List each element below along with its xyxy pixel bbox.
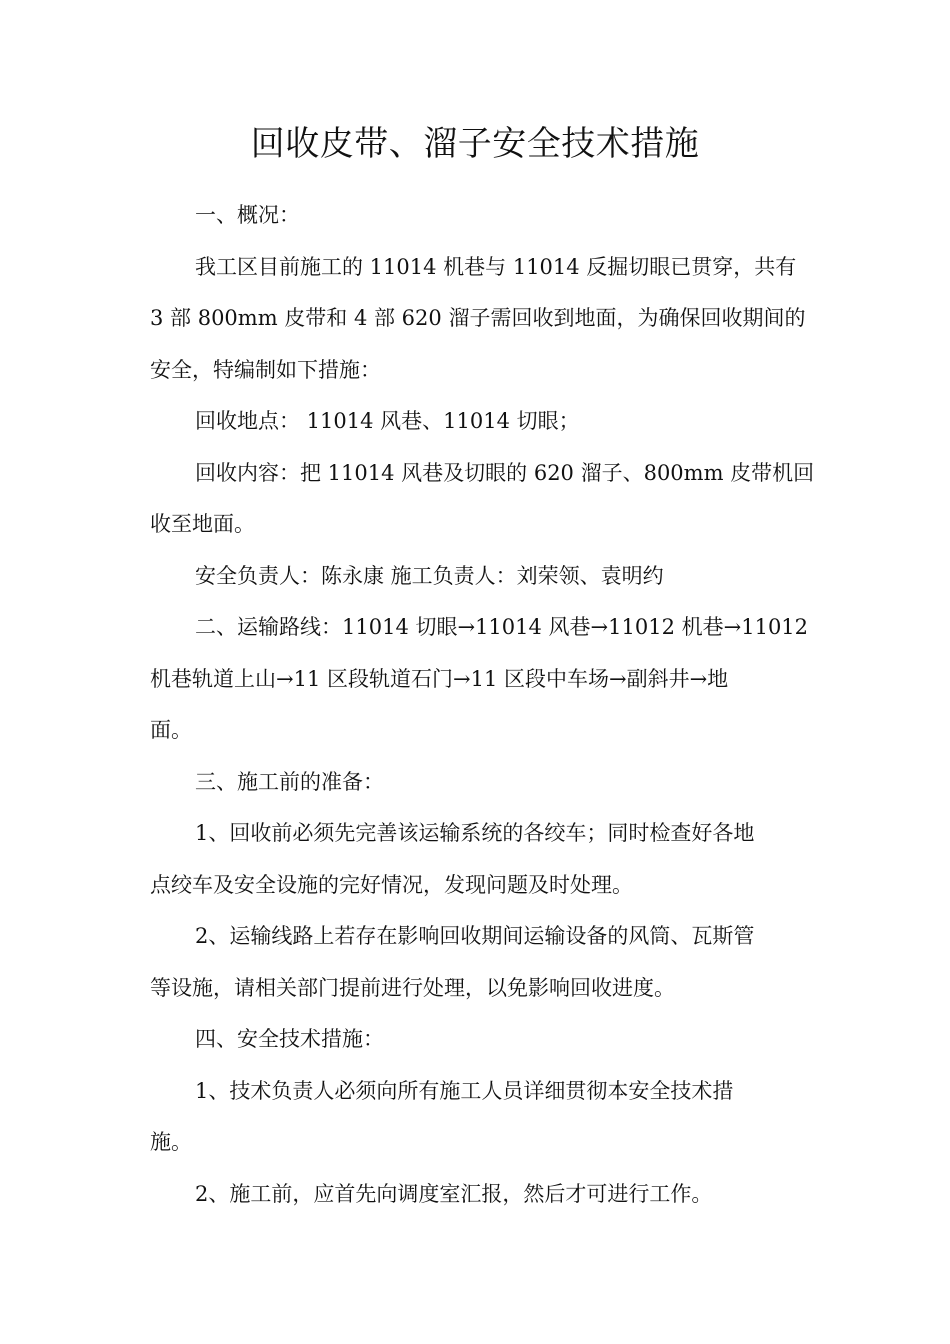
paragraph-line: 回收地点： 11014 风巷、11014 切眼； — [195, 409, 580, 433]
paragraph-line: 面。 — [150, 718, 192, 742]
section-heading-preparation: 三、施工前的准备： — [195, 770, 384, 794]
document-title: 回收皮带、溜子安全技术措施 — [250, 124, 700, 164]
paragraph-line: 收至地面。 — [150, 512, 255, 536]
paragraph-line: 安全，特编制如下措施： — [150, 358, 381, 382]
paragraph-line: 点绞车及安全设施的完好情况，发现问题及时处理。 — [150, 873, 633, 897]
paragraph-line: 3 部 800mm 皮带和 4 部 620 溜子需回收到地面，为确保回收期间的 — [150, 306, 806, 330]
paragraph-line: 施。 — [150, 1130, 192, 1154]
section-heading-overview: 一、概况： — [195, 203, 300, 227]
paragraph-line: 回收内容：把 11014 风巷及切眼的 620 溜子、800mm 皮带机回 — [195, 461, 815, 485]
paragraph-line: 1、技术负责人必须向所有施工人员详细贯彻本安全技术措 — [195, 1079, 734, 1103]
section-heading-route: 二、运输路线：11014 切眼→11014 风巷→11012 机巷→11012 — [195, 615, 809, 639]
paragraph-line: 2、运输线路上若存在影响回收期间运输设备的风筒、瓦斯管 — [195, 924, 755, 948]
paragraph-line: 等设施，请相关部门提前进行处理，以免影响回收进度。 — [150, 976, 675, 1000]
paragraph-line: 我工区目前施工的 11014 机巷与 11014 反掘切眼已贯穿，共有 — [195, 255, 797, 279]
paragraph-line: 机巷轨道上山→11 区段轨道石门→11 区段中车场→副斜井→地 — [150, 667, 729, 691]
paragraph-line: 安全负责人：陈永康 施工负责人：刘荣领、袁明约 — [195, 564, 664, 588]
paragraph-line: 2、施工前，应首先向调度室汇报，然后才可进行工作。 — [195, 1182, 713, 1206]
section-heading-safety-measures: 四、安全技术措施： — [195, 1027, 384, 1051]
paragraph-line: 1、回收前必须先完善该运输系统的各绞车；同时检查好各地 — [195, 821, 755, 845]
